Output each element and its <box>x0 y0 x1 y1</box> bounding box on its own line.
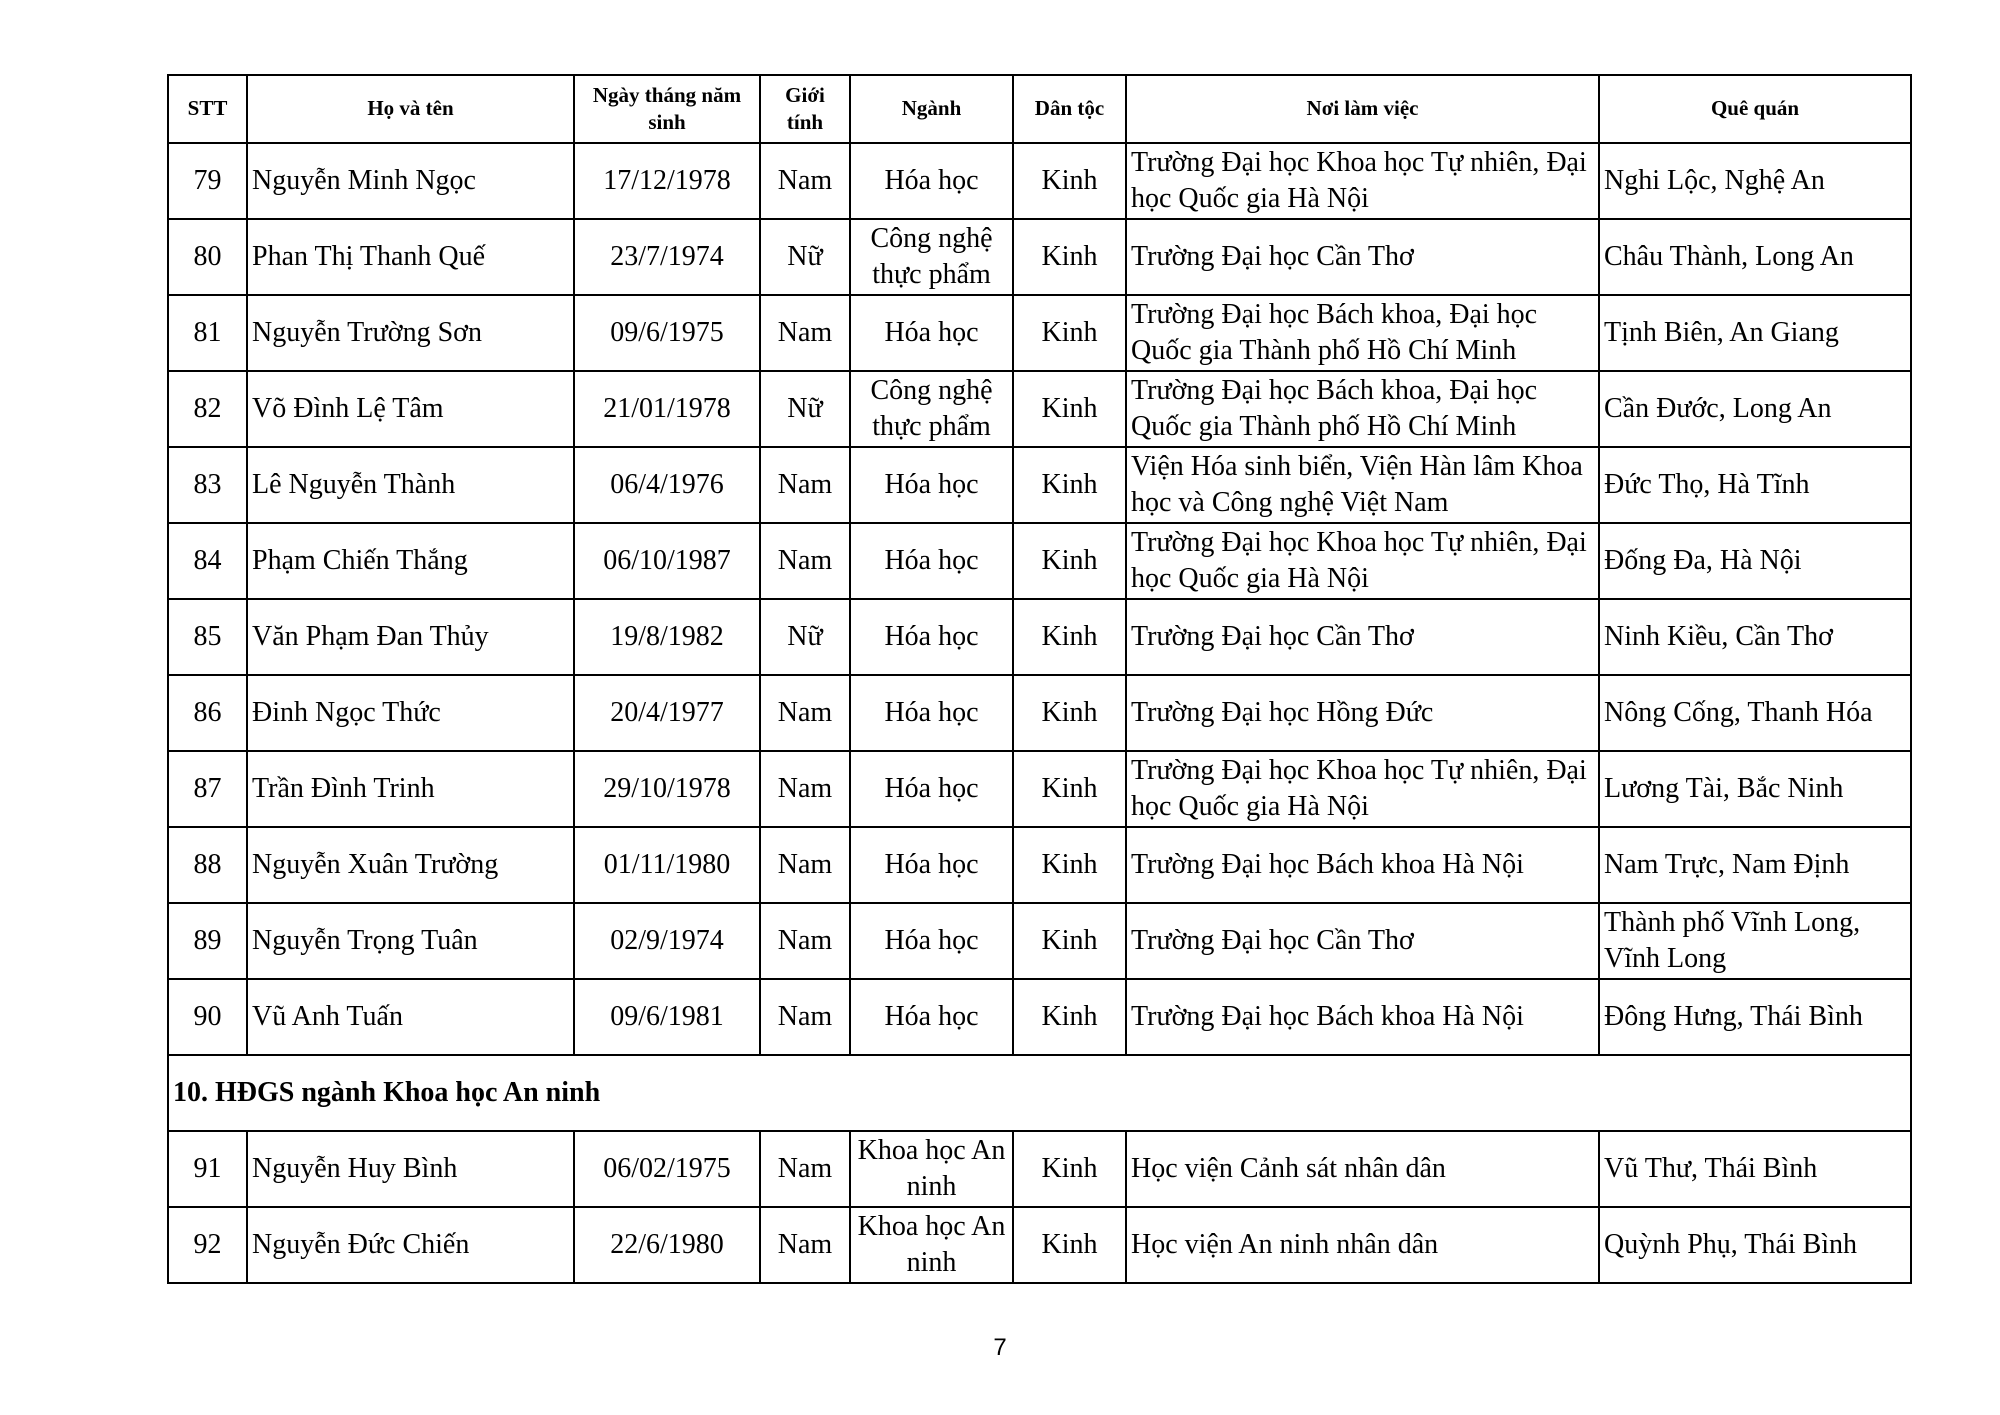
cell-workplace: Trường Đại học Cần Thơ <box>1126 599 1599 675</box>
table-row <box>168 903 1911 979</box>
cell-dob: 22/6/1980 <box>574 1207 760 1283</box>
table-row <box>168 751 1911 827</box>
cell-hometown: Nghi Lộc, Nghệ An <box>1599 143 1911 219</box>
table-header-row <box>168 75 1911 143</box>
roster-table <box>167 74 1912 1284</box>
cell-workplace: Học viện Cảnh sát nhân dân <box>1126 1131 1599 1207</box>
cell-hometown: Vũ Thư, Thái Bình <box>1599 1131 1911 1207</box>
table-row <box>168 447 1911 523</box>
cell-ethnicity: Kinh <box>1013 1131 1126 1207</box>
cell-ethnicity: Kinh <box>1013 523 1126 599</box>
cell-name: Nguyễn Huy Bình <box>247 1131 574 1207</box>
cell-hometown: Nam Trực, Nam Định <box>1599 827 1911 903</box>
header-ethnicity: Dân tộc <box>1013 75 1126 143</box>
cell-workplace: Học viện An ninh nhân dân <box>1126 1207 1599 1283</box>
cell-gender: Nam <box>760 751 850 827</box>
table-row <box>168 827 1911 903</box>
cell-workplace: Trường Đại học Khoa học Tự nhiên, Đại học Quốc gia Hà Nội <box>1126 143 1599 219</box>
cell-workplace: Trường Đại học Bách khoa, Đại học Quốc gia Thành phố Hồ Chí Minh <box>1126 371 1599 447</box>
cell-name: Phạm Chiến Thắng <box>247 523 574 599</box>
cell-workplace: Viện Hóa sinh biển, Viện Hàn lâm Khoa học và Công nghệ Việt Nam <box>1126 447 1599 523</box>
cell-dob: 29/10/1978 <box>574 751 760 827</box>
header-field: Ngành <box>850 75 1013 143</box>
cell-ethnicity: Kinh <box>1013 979 1126 1055</box>
cell-stt: 81 <box>168 295 247 371</box>
cell-stt: 83 <box>168 447 247 523</box>
table-row <box>168 295 1911 371</box>
cell-ethnicity: Kinh <box>1013 295 1126 371</box>
cell-stt: 84 <box>168 523 247 599</box>
cell-dob: 23/7/1974 <box>574 219 760 295</box>
cell-field: Hóa học <box>850 295 1013 371</box>
section-heading: 10. HĐGS ngành Khoa học An ninh <box>168 1055 1911 1131</box>
cell-stt: 87 <box>168 751 247 827</box>
cell-name: Nguyễn Trường Sơn <box>247 295 574 371</box>
table-row <box>168 523 1911 599</box>
header-name: Họ và tên <box>247 75 574 143</box>
cell-gender: Nữ <box>760 599 850 675</box>
cell-gender: Nam <box>760 979 850 1055</box>
table-row <box>168 675 1911 751</box>
cell-dob: 21/01/1978 <box>574 371 760 447</box>
cell-ethnicity: Kinh <box>1013 751 1126 827</box>
cell-field: Khoa học An ninh <box>850 1207 1013 1283</box>
table-row <box>168 143 1911 219</box>
cell-stt: 88 <box>168 827 247 903</box>
cell-hometown: Lương Tài, Bắc Ninh <box>1599 751 1911 827</box>
cell-workplace: Trường Đại học Cần Thơ <box>1126 903 1599 979</box>
cell-field: Khoa học An ninh <box>850 1131 1013 1207</box>
section-heading-row <box>168 1055 1911 1131</box>
cell-gender: Nữ <box>760 219 850 295</box>
cell-hometown: Tịnh Biên, An Giang <box>1599 295 1911 371</box>
cell-ethnicity: Kinh <box>1013 599 1126 675</box>
cell-dob: 06/02/1975 <box>574 1131 760 1207</box>
page-number: 7 <box>993 1334 1007 1361</box>
cell-field: Hóa học <box>850 827 1013 903</box>
cell-hometown: Đông Hưng, Thái Bình <box>1599 979 1911 1055</box>
table-row <box>168 1131 1911 1207</box>
table-row <box>168 371 1911 447</box>
cell-hometown: Đức Thọ, Hà Tĩnh <box>1599 447 1911 523</box>
cell-stt: 90 <box>168 979 247 1055</box>
cell-field: Công nghệ thực phẩm <box>850 219 1013 295</box>
cell-ethnicity: Kinh <box>1013 675 1126 751</box>
header-dob: Ngày tháng năm sinh <box>574 75 760 143</box>
cell-field: Hóa học <box>850 675 1013 751</box>
cell-name: Đinh Ngọc Thức <box>247 675 574 751</box>
cell-hometown: Thành phố Vĩnh Long, Vĩnh Long <box>1599 903 1911 979</box>
table-row <box>168 979 1911 1055</box>
cell-dob: 20/4/1977 <box>574 675 760 751</box>
cell-stt: 91 <box>168 1131 247 1207</box>
cell-stt: 82 <box>168 371 247 447</box>
cell-gender: Nam <box>760 295 850 371</box>
cell-name: Trần Đình Trinh <box>247 751 574 827</box>
cell-dob: 01/11/1980 <box>574 827 760 903</box>
cell-workplace: Trường Đại học Hồng Đức <box>1126 675 1599 751</box>
cell-name: Văn Phạm Đan Thủy <box>247 599 574 675</box>
cell-field: Hóa học <box>850 523 1013 599</box>
cell-stt: 85 <box>168 599 247 675</box>
cell-dob: 06/4/1976 <box>574 447 760 523</box>
cell-name: Nguyễn Đức Chiến <box>247 1207 574 1283</box>
cell-gender: Nam <box>760 447 850 523</box>
cell-field: Công nghệ thực phẩm <box>850 371 1013 447</box>
cell-ethnicity: Kinh <box>1013 219 1126 295</box>
cell-dob: 02/9/1974 <box>574 903 760 979</box>
cell-gender: Nam <box>760 523 850 599</box>
cell-gender: Nam <box>760 1207 850 1283</box>
cell-hometown: Nông Cống, Thanh Hóa <box>1599 675 1911 751</box>
cell-gender: Nữ <box>760 371 850 447</box>
cell-ethnicity: Kinh <box>1013 371 1126 447</box>
cell-stt: 89 <box>168 903 247 979</box>
cell-dob: 17/12/1978 <box>574 143 760 219</box>
cell-name: Nguyễn Trọng Tuân <box>247 903 574 979</box>
cell-gender: Nam <box>760 827 850 903</box>
cell-field: Hóa học <box>850 903 1013 979</box>
cell-field: Hóa học <box>850 751 1013 827</box>
cell-ethnicity: Kinh <box>1013 1207 1126 1283</box>
cell-workplace: Trường Đại học Bách khoa, Đại học Quốc gia Thành phố Hồ Chí Minh <box>1126 295 1599 371</box>
table-body <box>168 143 1911 1283</box>
table-row <box>168 1207 1911 1283</box>
cell-workplace: Trường Đại học Khoa học Tự nhiên, Đại học Quốc gia Hà Nội <box>1126 523 1599 599</box>
cell-workplace: Trường Đại học Bách khoa Hà Nội <box>1126 827 1599 903</box>
cell-name: Nguyễn Xuân Trường <box>247 827 574 903</box>
cell-hometown: Ninh Kiều, Cần Thơ <box>1599 599 1911 675</box>
cell-gender: Nam <box>760 675 850 751</box>
cell-stt: 80 <box>168 219 247 295</box>
cell-dob: 09/6/1981 <box>574 979 760 1055</box>
cell-stt: 79 <box>168 143 247 219</box>
cell-dob: 06/10/1987 <box>574 523 760 599</box>
header-stt: STT <box>168 75 247 143</box>
header-workplace: Nơi làm việc <box>1126 75 1599 143</box>
cell-field: Hóa học <box>850 979 1013 1055</box>
cell-field: Hóa học <box>850 447 1013 523</box>
cell-gender: Nam <box>760 1131 850 1207</box>
cell-dob: 09/6/1975 <box>574 295 760 371</box>
cell-workplace: Trường Đại học Khoa học Tự nhiên, Đại học Quốc gia Hà Nội <box>1126 751 1599 827</box>
table-row <box>168 599 1911 675</box>
cell-field: Hóa học <box>850 599 1013 675</box>
cell-gender: Nam <box>760 903 850 979</box>
cell-name: Nguyễn Minh Ngọc <box>247 143 574 219</box>
cell-workplace: Trường Đại học Cần Thơ <box>1126 219 1599 295</box>
header-gender: Giới tính <box>760 75 850 143</box>
cell-hometown: Quỳnh Phụ, Thái Bình <box>1599 1207 1911 1283</box>
cell-ethnicity: Kinh <box>1013 903 1126 979</box>
cell-ethnicity: Kinh <box>1013 447 1126 523</box>
cell-ethnicity: Kinh <box>1013 827 1126 903</box>
cell-gender: Nam <box>760 143 850 219</box>
cell-name: Lê Nguyễn Thành <box>247 447 574 523</box>
cell-hometown: Cần Đước, Long An <box>1599 371 1911 447</box>
cell-workplace: Trường Đại học Bách khoa Hà Nội <box>1126 979 1599 1055</box>
cell-hometown: Đống Đa, Hà Nội <box>1599 523 1911 599</box>
cell-stt: 86 <box>168 675 247 751</box>
cell-name: Phan Thị Thanh Quế <box>247 219 574 295</box>
cell-dob: 19/8/1982 <box>574 599 760 675</box>
cell-name: Võ Đình Lệ Tâm <box>247 371 574 447</box>
header-hometown: Quê quán <box>1599 75 1911 143</box>
cell-name: Vũ Anh Tuấn <box>247 979 574 1055</box>
cell-stt: 92 <box>168 1207 247 1283</box>
cell-field: Hóa học <box>850 143 1013 219</box>
cell-hometown: Châu Thành, Long An <box>1599 219 1911 295</box>
cell-ethnicity: Kinh <box>1013 143 1126 219</box>
table-row <box>168 219 1911 295</box>
